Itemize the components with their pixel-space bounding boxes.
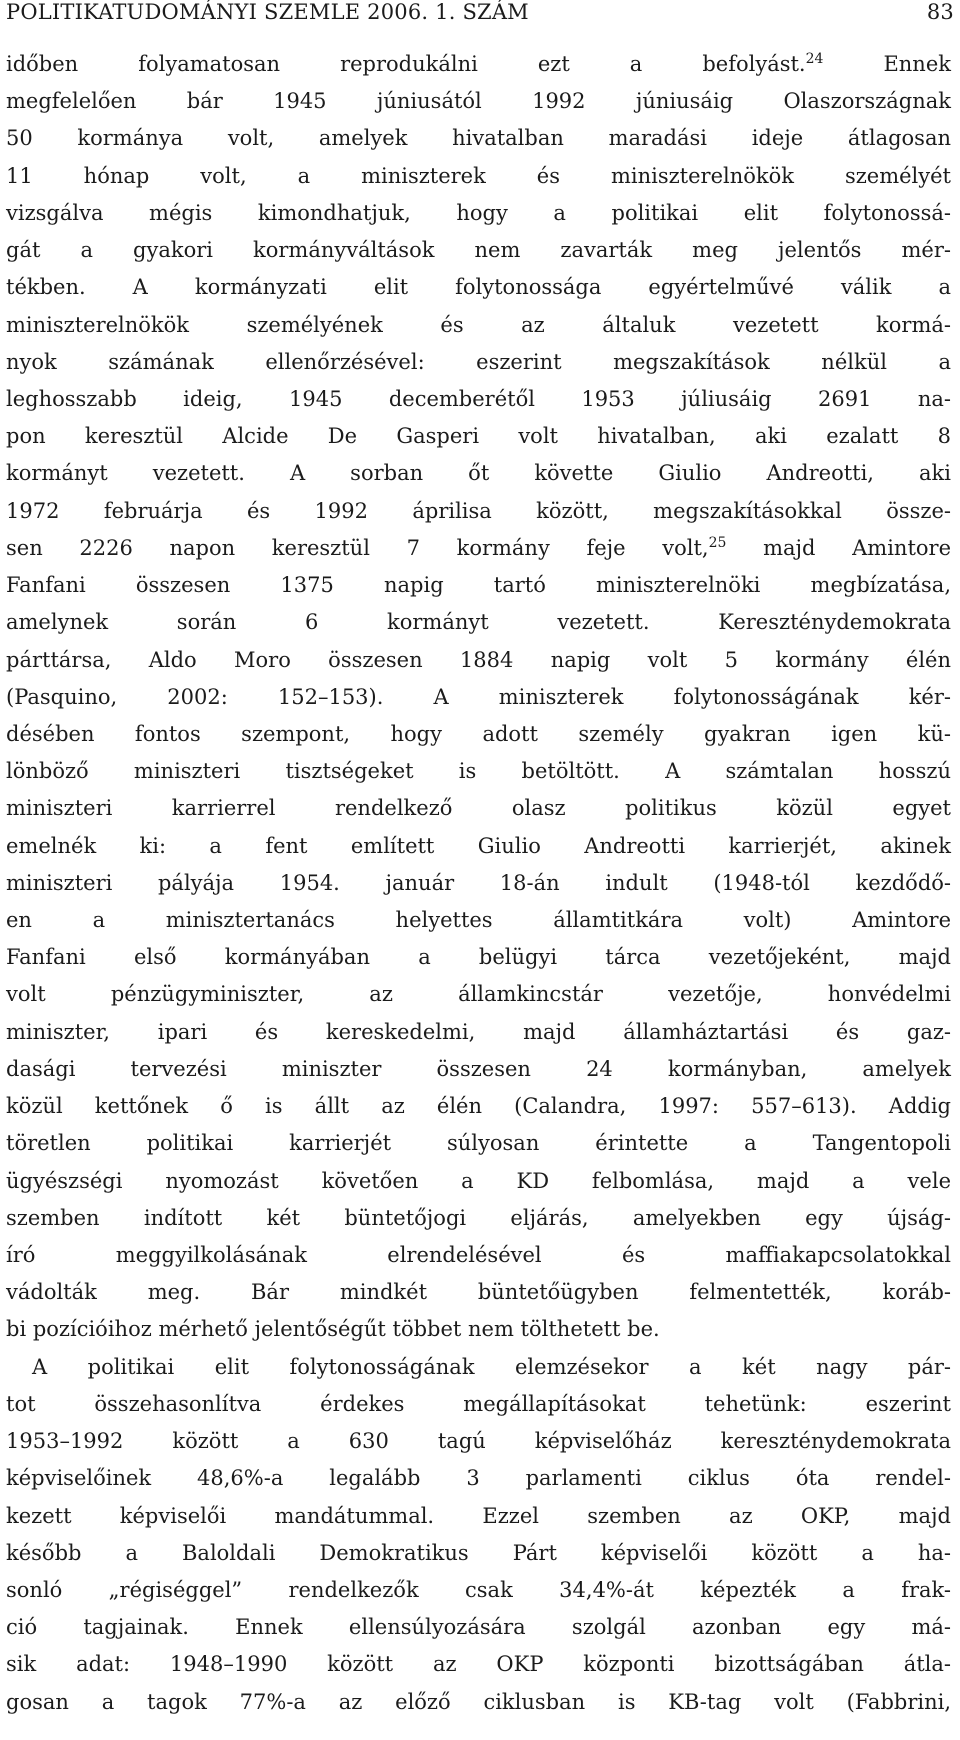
text-line [6, 642, 951, 679]
line-text: tot összehasonlítva érdekes megállapításokat tehetünk: eszerint [6, 1391, 951, 1416]
line-text: vizsgálva mégis kimondhatjuk, hogy a politikai elit folytonossá- [6, 200, 951, 225]
line-text: lönböző miniszteri tisztségeket is betöltött. A számtalan hosszú [6, 759, 951, 784]
text-line [6, 1311, 951, 1348]
text-line [6, 1349, 951, 1386]
text-line [6, 195, 951, 232]
line-text: 1953–1992 között a 630 tagú képviselőház kereszténydemokrata [6, 1429, 951, 1454]
text-line [6, 1386, 951, 1423]
line-text: képviselőinek 48,6%-a legalább 3 parlamenti ciklus óta rendel- [6, 1466, 951, 1491]
text-line [6, 418, 951, 455]
line-text-continued: majd Amintore [726, 535, 951, 560]
line-text: időben folyamatosan reprodukálni ezt a befolyást. [6, 52, 806, 76]
body-text [6, 46, 951, 1721]
line-text: töretlen politikai karrierjét súlyosan érintette a Tangentopoli [6, 1131, 951, 1156]
text-line [6, 1609, 951, 1646]
text-line [6, 530, 951, 567]
line-text: bi pozícióihoz mérhető jelentőségűt többet nem tölthetett be. [6, 1317, 660, 1342]
line-text: gosan a tagok 77%-a az előző ciklusban is KB-tag volt (Fabbrini, [6, 1689, 951, 1714]
line-text: A politikai elit folytonosságának elemzésekor a két nagy pár- [32, 1354, 951, 1379]
line-text: sen 2226 napon keresztül 7 kormány feje volt, [6, 535, 709, 560]
text-line [6, 1125, 951, 1162]
text-line [6, 493, 951, 530]
line-text: emelnék ki: a fent említett Giulio Andreotti karrierjét, akinek [6, 833, 951, 858]
line-text: désében fontos szempont, hogy adott személy gyakran igen kü- [6, 721, 951, 746]
text-line [6, 1572, 951, 1609]
line-text: pon keresztül Alcide De Gasperi volt hivatalban, aki ezalatt 8 [6, 424, 951, 449]
line-text: kormányt vezetett. A sorban őt követte Giulio Andreotti, aki [6, 461, 951, 486]
line-text: író meggyilkolásának elrendelésével és maffiakapcsolatokkal [6, 1243, 951, 1267]
text-line [6, 976, 951, 1013]
line-text: közül kettőnek ő is állt az élén (Calandra, 1997: 557–613). Addig [6, 1094, 951, 1119]
line-text: Fanfani összesen 1375 napig tartó miniszterelnöki megbízatása, [6, 573, 951, 598]
text-line [6, 307, 951, 344]
text-line [6, 865, 951, 902]
line-text: volt pénzügyminiszter, az államkincstár vezetője, honvédelmi [6, 982, 951, 1007]
text-line [6, 716, 951, 753]
line-text-continued: Ennek [823, 52, 951, 76]
line-text: leghosszabb ideig, 1945 decemberétől 1953 júliusáig 2691 na- [6, 386, 951, 411]
text-line [6, 1237, 951, 1274]
line-text: miniszteri pályája 1954. január 18-án indult (1948-tól kezdődő- [6, 870, 951, 895]
text-line [6, 83, 951, 120]
text-line [6, 1646, 951, 1683]
text-line [6, 1535, 951, 1572]
text-line [6, 604, 951, 641]
page-number: 83 [926, 0, 954, 24]
line-text: tékben. A kormányzati elit folytonossága egyértelművé válik a [6, 275, 951, 300]
text-line [6, 1684, 951, 1721]
text-line [6, 567, 951, 604]
text-line [6, 1460, 951, 1497]
journal-title: POLITIKATUDOMÁNYI SZEMLE 2006. 1. SZÁM [6, 0, 529, 24]
running-header [6, 0, 954, 30]
text-line [6, 269, 951, 306]
line-text: amelynek során 6 kormányt vezetett. Kereszténydemokrata [6, 610, 951, 635]
line-text: később a Baloldali Demokratikus Párt képviselői között a ha- [6, 1540, 951, 1565]
text-line [6, 828, 951, 865]
line-text: dasági tervezési miniszter összesen 24 kormányban, amelyek [6, 1056, 951, 1081]
line-text: sik adat: 1948–1990 között az OKP központi bizottságában átla- [6, 1652, 951, 1677]
line-text: vádolták meg. Bár mindkét büntetőügyben felmentették, koráb- [6, 1280, 951, 1305]
text-line [6, 120, 951, 157]
line-text: en a minisztertanács helyettes államtitkára volt) Amintore [6, 908, 951, 933]
text-line [6, 1051, 951, 1088]
text-line [6, 1163, 951, 1200]
text-line [6, 1014, 951, 1051]
line-text: 11 hónap volt, a miniszterek és miniszterelnökök személyét [6, 163, 951, 188]
text-line [6, 381, 951, 418]
text-line [6, 1274, 951, 1311]
text-line [6, 902, 951, 939]
line-text: miniszter, ipari és kereskedelmi, majd államháztartási és gaz- [6, 1019, 951, 1044]
text-line [6, 1088, 951, 1125]
line-text: ügyészségi nyomozást követően a KD felbomlása, majd a vele [6, 1168, 951, 1193]
text-line [6, 939, 951, 976]
line-text: Fanfani első kormányában a belügyi tárca vezetőjeként, majd [6, 945, 951, 970]
text-line [6, 790, 951, 827]
footnote-marker: 24 [805, 51, 824, 67]
line-text: kezett képviselői mandátummal. Ezzel szemben az OKP, majd [6, 1503, 951, 1528]
line-text: (Pasquino, 2002: 152–153). A miniszterek folytonosságának kér- [6, 684, 951, 709]
text-line [6, 1423, 951, 1460]
text-line [6, 46, 951, 83]
text-line [6, 753, 951, 790]
line-text: gát a gyakori kormányváltások nem zavarták meg jelentős mér- [6, 238, 951, 263]
line-text: miniszteri karrierrel rendelkező olasz politikus közül egyet [6, 796, 951, 821]
line-text: szemben indított két büntetőjogi eljárás, amelyekben egy újság- [6, 1205, 951, 1230]
line-text: ció tagjainak. Ennek ellensúlyozására szolgál azonban egy má- [6, 1615, 951, 1640]
footnote-marker: 25 [708, 534, 727, 551]
line-text: nyok számának ellenőrzésével: eszerint megszakítások nélkül a [6, 349, 951, 374]
line-text: megfelelően bár 1945 júniusától 1992 júniusáig Olaszországnak [6, 89, 951, 114]
text-line [6, 1498, 951, 1535]
text-line [6, 679, 951, 716]
text-line [6, 455, 951, 492]
text-line [6, 344, 951, 381]
text-line [6, 232, 951, 269]
line-text: miniszterelnökök személyének és az általuk vezetett kormá- [6, 312, 951, 337]
line-text: 50 kormánya volt, amelyek hivatalban maradási ideje átlagosan [6, 126, 951, 151]
line-text: sonló „régiséggel” rendelkezők csak 34,4%-át képezték a frak- [6, 1577, 951, 1602]
text-line [6, 1200, 951, 1237]
line-text: 1972 februárja és 1992 áprilisa között, megszakításokkal össze- [6, 498, 951, 523]
text-line [6, 158, 951, 195]
line-text: párttársa, Aldo Moro összesen 1884 napig volt 5 kormány élén [6, 647, 951, 672]
